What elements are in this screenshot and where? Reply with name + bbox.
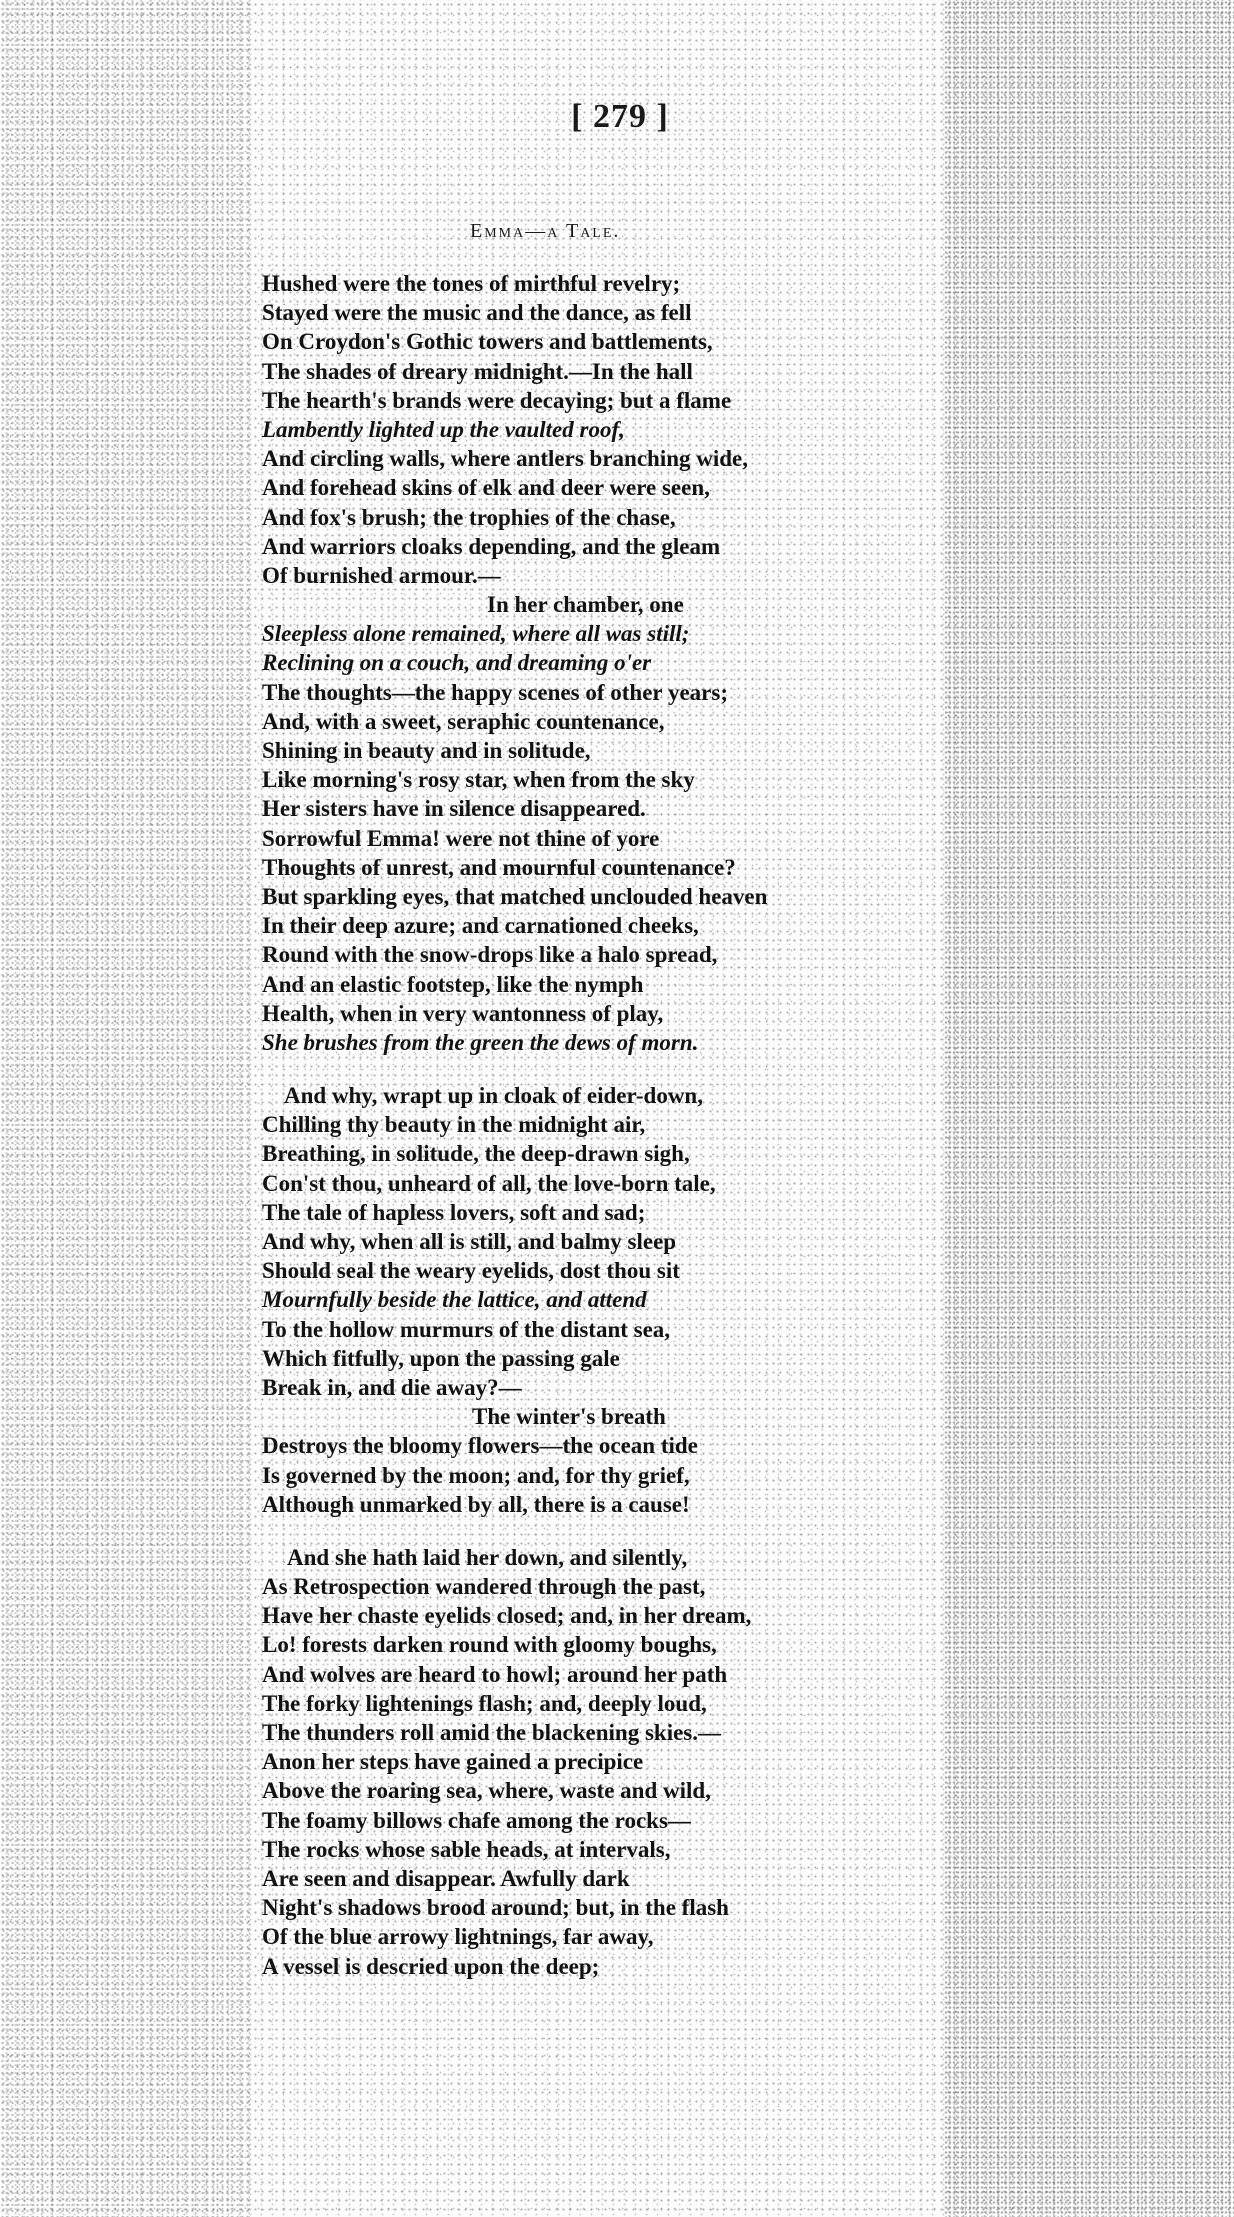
poem-line: To the hollow murmurs of the distant sea, [262,1316,671,1342]
poem-line: The thoughts—the happy scenes of other years; [262,679,728,705]
poem-line: Which fitfully, upon the passing gale [262,1345,620,1371]
poem-line: And she hath laid her down, and silently, [287,1544,688,1570]
poem-line: Mournfully beside the lattice, and attend [262,1287,647,1313]
stanza-gap [262,1519,962,1543]
poem-body [262,269,962,1981]
poem-line: Sorrowful Emma! were not thine of yore [262,825,660,851]
poem-line: The winter's breath [472,1404,666,1430]
poem-line: Chilling thy beauty in the midnight air, [262,1112,646,1138]
poem-line: Con'st thou, unheard of all, the love-born tale, [262,1170,716,1196]
poem-line: Sleepless alone remained, where all was still; [262,621,690,647]
poem-line: The forky lightenings flash; and, deeply loud, [262,1690,707,1716]
poem-line: Should seal the weary eyelids, dost thou sit [262,1258,680,1284]
stanza [262,1081,962,1519]
poem-line: The shades of dreary midnight.—In the hall [262,358,693,384]
poem-line: Lambently lighted up the vaulted roof, [262,416,625,442]
stanza [262,269,962,1057]
poem-line: In their deep azure; and carnationed cheeks, [262,913,699,939]
poem-line: And warriors cloaks depending, and the gleam [262,533,721,559]
poem-line: And an elastic footstep, like the nymph [262,971,644,997]
poem-line: The hearth's brands were decaying; but a flame [262,387,732,413]
poem-line: In her chamber, one [487,592,684,618]
poem-line: Anon her steps have gained a precipice [262,1749,644,1775]
poem-line: Although unmarked by all, there is a cause! [262,1491,690,1517]
poem-line: And fox's brush; the trophies of the chase, [262,504,676,530]
poem-line: Lo! forests darken round with gloomy boughs, [262,1632,717,1658]
poem-line: Her sisters have in silence disappeared. [262,796,646,822]
poem-line: Night's shadows brood around; but, in the flash [262,1895,729,1921]
poem-line: Health, when in very wantonness of play, [262,1000,664,1026]
poem-line: Of the blue arrowy lightnings, far away, [262,1924,654,1950]
stanza-gap [262,1057,962,1081]
poem-line: And circling walls, where antlers branching wide, [262,446,748,472]
poem-line: The thunders roll amid the blackening skies.— [262,1720,722,1745]
poem-line: And, with a sweet, seraphic countenance, [262,708,665,734]
poem-line: As Retrospection wandered through the past, [262,1574,706,1600]
poem-line: Break in, and die away?— [262,1374,522,1400]
poem-line: Hushed were the tones of mirthful revelry; [262,271,681,296]
page-number: [ 279 ] [571,98,669,135]
show-through-left [0,0,250,2217]
poem-line: On Croydon's Gothic towers and battlements, [262,329,713,355]
poem-line: Is governed by the moon; and, for thy grief, [262,1462,690,1488]
poem-line: The rocks whose sable heads, at intervals, [262,1836,671,1862]
poem-line: Breathing, in solitude, the deep-drawn sigh, [262,1141,690,1167]
show-through-right [944,0,1234,2217]
poem-line: Of burnished armour.— [262,562,501,588]
poem-line: And forehead skins of elk and deer were seen, [262,475,710,501]
poem-line: Thoughts of unrest, and mournful countenance? [262,854,736,880]
poem-line: Have her chaste eyelids closed; and, in her dream, [262,1603,752,1629]
stanza [262,1543,962,1981]
poem-line: Are seen and disappear. Awfully dark [262,1865,630,1891]
poem-line: A vessel is descried upon the deep; [262,1953,600,1979]
poem-line: And wolves are heard to howl; around her path [262,1661,728,1687]
poem-line: But sparkling eyes, that matched unclouded heaven [262,883,768,909]
poem-line: Round with the snow-drops like a halo spread, [262,942,718,968]
poem-title: Emma—a Tale. [470,220,621,242]
poem-line: Like morning's rosy star, when from the sky [262,767,695,793]
poem-line: Above the roaring sea, where, waste and wild, [262,1778,711,1804]
poem-line: The foamy billows chafe among the rocks— [262,1807,691,1833]
poem-line: And why, wrapt up in cloak of eider-down, [284,1083,703,1109]
poem-line: Destroys the bloomy flowers—the ocean tide [262,1433,698,1459]
poem-line: Stayed were the music and the dance, as fell [262,300,692,326]
poem-line: Reclining on a couch, and dreaming o'er [262,650,652,676]
poem-line: She brushes from the green the dews of morn. [262,1029,699,1055]
poem-line: The tale of hapless lovers, soft and sad; [262,1199,646,1225]
poem-line: And why, when all is still, and balmy sleep [262,1229,677,1254]
poem-line: Shining in beauty and in solitude, [262,738,591,763]
